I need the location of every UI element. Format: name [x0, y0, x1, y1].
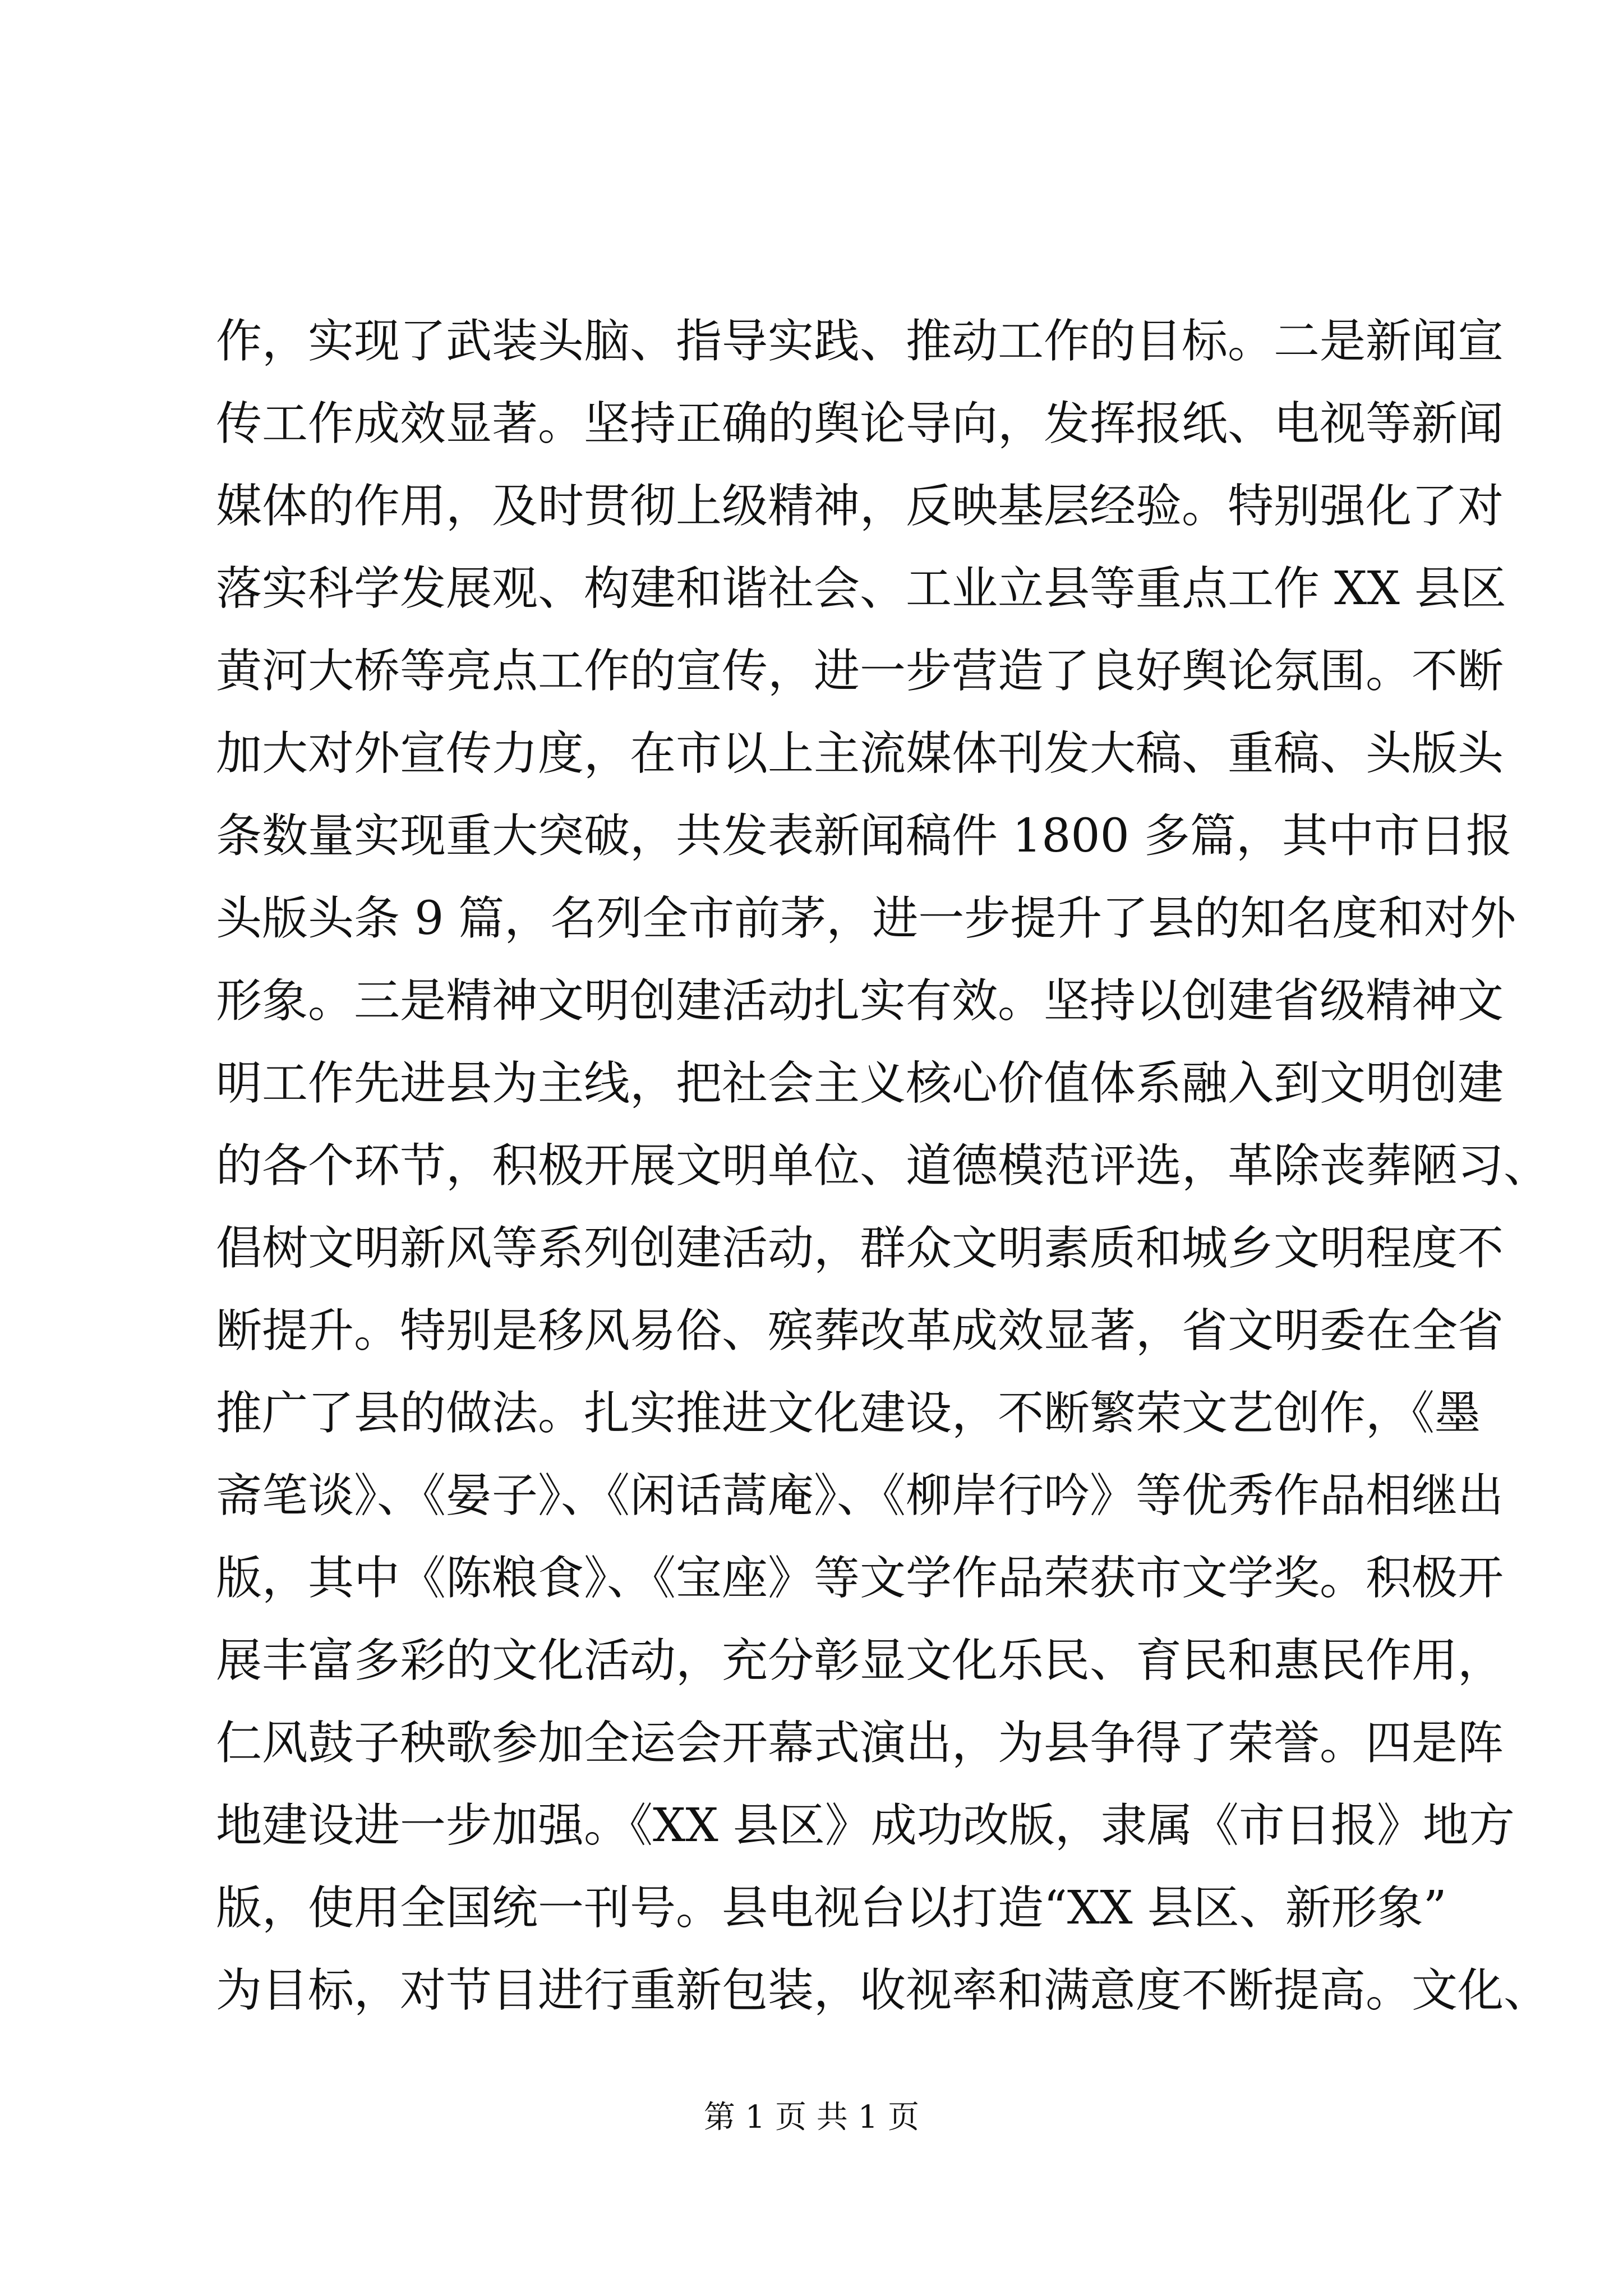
text-line: 黄河大桥等亮点工作的宣传，进一步营造了良好舆论氛围。不断 — [216, 645, 1504, 698]
body-text — [216, 300, 1550, 2032]
page-footer — [0, 2095, 1623, 2140]
page-number: 第 1 页 共 1 页 — [703, 2099, 920, 2136]
text-line: 传工作成效显著。坚持正确的舆论导向，发挥报纸、电视等新闻 — [216, 397, 1504, 450]
text-line: 加大对外宣传力度，在市以上主流媒体刊发大稿、重稿、头版头 — [216, 727, 1504, 780]
text-line: 头版头条 9 篇，名列全市前茅，进一步提升了县的知名度和对外 — [216, 892, 1516, 945]
text-line: 的各个环节，积极开展文明单位、道德模范评选，革除丧葬陋习、 — [216, 1139, 1550, 1193]
text-line: 断提升。特别是移风易俗、殡葬改革成效显著，省文明委在全省 — [216, 1304, 1504, 1358]
text-line: 推广了县的做法。扎实推进文化建设，不断繁荣文艺创作，《墨 — [216, 1387, 1481, 1440]
text-line: 形象。三是精神文明创建活动扎实有效。坚持以创建省级精神文 — [216, 974, 1504, 1028]
text-line: 作，实现了武装头脑、指导实践、推动工作的目标。二是新闻宣 — [216, 315, 1504, 368]
text-line: 为目标，对节目进行重新包装，收视率和满意度不断提高。文化、 — [216, 1964, 1550, 2017]
text-line: 斋笔谈》、《晏子》、《闲话蒿庵》、《柳岸行吟》等优秀作品相继出 — [216, 1469, 1504, 1522]
text-line: 展丰富多彩的文化活动，充分彰显文化乐民、育民和惠民作用， — [216, 1634, 1504, 1687]
text-line: 明工作先进县为主线，把社会主义核心价值体系融入到文明创建 — [216, 1057, 1504, 1110]
text-line: 落实科学发展观、构建和谐社会、工业立县等重点工作 XX 县区 — [216, 562, 1506, 615]
text-line: 倡树文明新风等系列创建活动，群众文明素质和城乡文明程度不 — [216, 1222, 1504, 1275]
text-line: 媒体的作用，及时贯彻上级精神，反映基层经验。特别强化了对 — [216, 480, 1504, 533]
text-line: 地建设进一步加强。《XX 县区》成功改版，隶属《市日报》地方 — [216, 1799, 1515, 1852]
text-line: 条数量实现重大突破，共发表新闻稿件 1800 多篇，其中市日报 — [216, 809, 1512, 863]
text-line: 版，其中《陈粮食》、《宝座》等文学作品荣获市文学奖。积极开 — [216, 1552, 1504, 1605]
text-line: 版，使用全国统一刊号。县电视台以打造“XX 县区、新形象” — [216, 1881, 1447, 1935]
text-line: 仁风鼓子秧歌参加全运会开幕式演出，为县争得了荣誉。四是阵 — [216, 1717, 1504, 1770]
